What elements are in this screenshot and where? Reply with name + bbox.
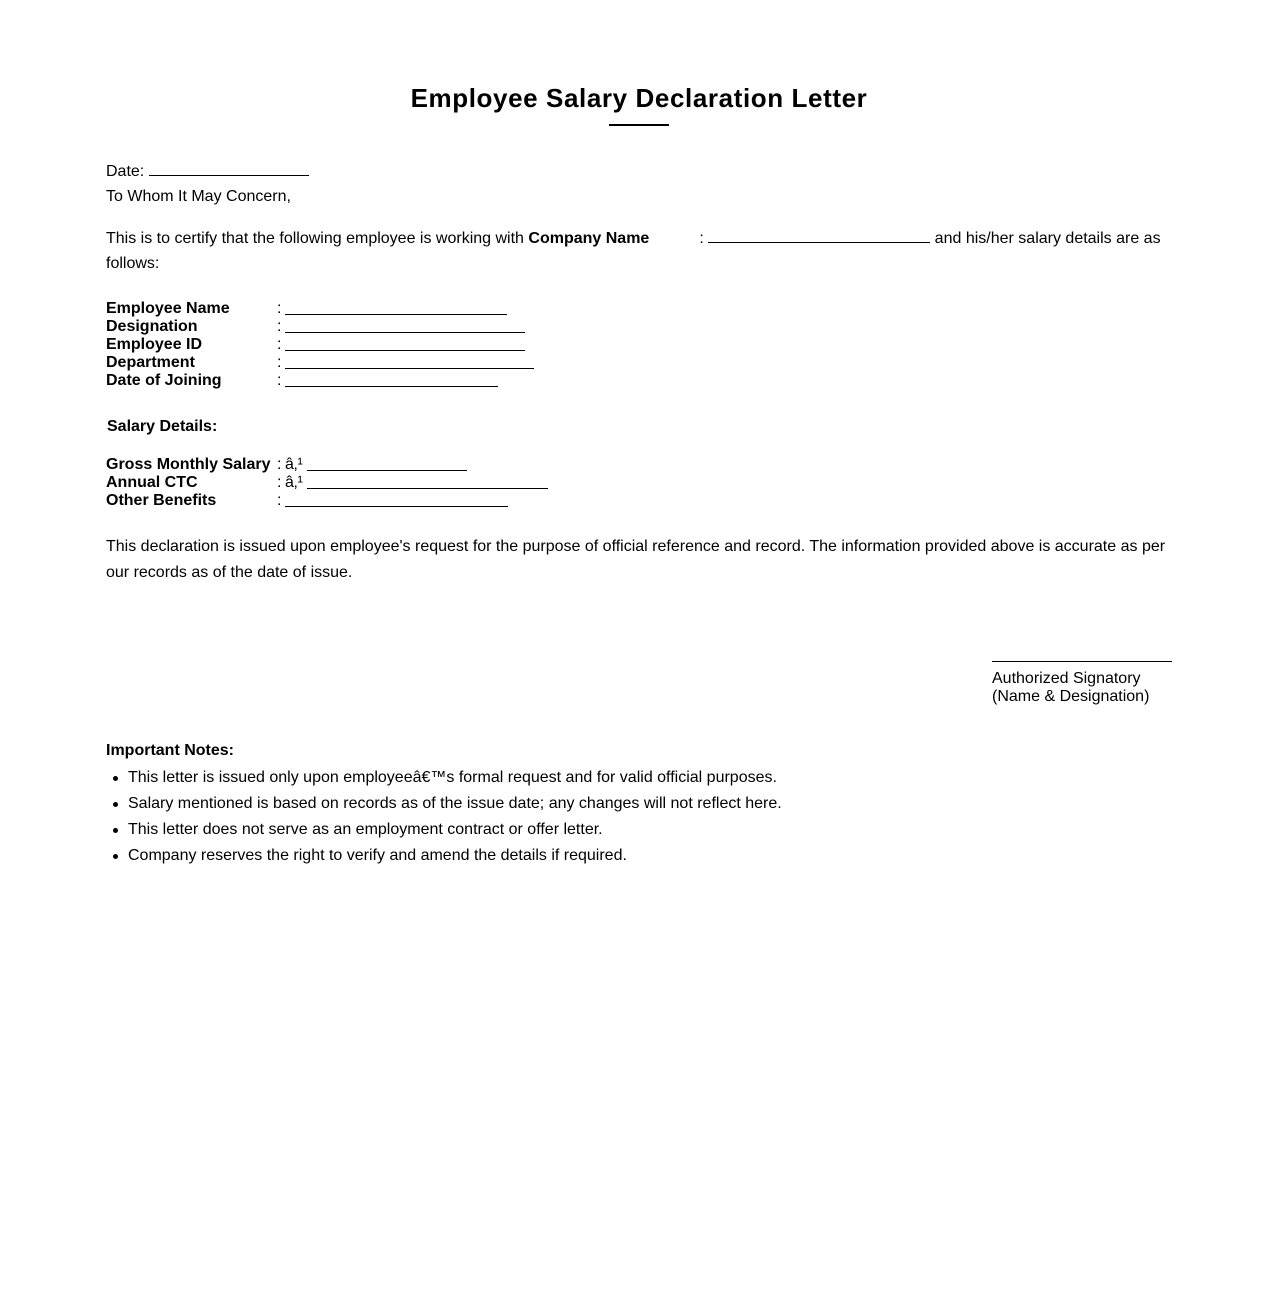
field-gross-monthly-salary (106, 456, 566, 474)
field-colon: : (277, 354, 282, 371)
signatory-title: Authorized Signatory (992, 670, 1141, 687)
salary-details-heading: Salary Details: (107, 418, 218, 435)
employee-name-blank[interactable] (285, 300, 507, 315)
intro-before: This is to certify that the following employee is working with (106, 230, 529, 247)
list-item (106, 791, 782, 817)
field-label: Other Benefits (106, 492, 217, 509)
field-date-of-joining (106, 372, 546, 390)
important-notes-heading: Important Notes: (106, 742, 234, 759)
field-designation (106, 318, 546, 336)
company-colon: : (699, 230, 704, 247)
bullet-icon (113, 828, 118, 833)
list-item (106, 843, 782, 869)
note-text: This letter does not serve as an employment contract or offer letter. (128, 821, 603, 838)
note-text: This letter is issued only upon employeeâ€™s formal request and for valid official purposes. (128, 769, 777, 786)
field-colon: : (277, 318, 282, 335)
signatory-subtitle: (Name & Designation) (992, 688, 1150, 705)
note-text: Company reserves the right to verify and amend the details if required. (128, 847, 627, 864)
employee-id-blank[interactable] (285, 336, 525, 351)
bullet-icon (113, 776, 118, 781)
field-label: Designation (106, 318, 198, 335)
date-line (106, 161, 309, 182)
field-department (106, 354, 546, 372)
note-text: Salary mentioned is based on records as of the issue date; any changes will not reflect here. (128, 795, 782, 812)
field-label: Department (106, 354, 195, 371)
field-employee-id (106, 336, 546, 354)
intro-continuation: follows: (106, 255, 160, 272)
bullet-icon (113, 854, 118, 859)
field-colon: : (277, 492, 282, 509)
field-label: Annual CTC (106, 474, 198, 491)
intro-after: and his/her salary details are as (930, 230, 1161, 247)
annual-ctc-blank[interactable] (307, 474, 548, 489)
date-label: Date: (106, 163, 145, 180)
field-other-benefits (106, 492, 566, 510)
document-title: Employee Salary Declaration Letter (410, 83, 868, 113)
company-name-label: Company Name (528, 230, 650, 247)
field-colon: : (277, 300, 282, 317)
important-notes-list (106, 765, 782, 869)
field-employee-name (106, 300, 546, 318)
bullet-icon (113, 802, 118, 807)
company-name-blank[interactable] (708, 228, 930, 243)
declaration-line-2: our records as of the date of issue. (106, 564, 353, 581)
other-benefits-blank[interactable] (285, 492, 508, 507)
field-colon: : (277, 474, 282, 491)
department-blank[interactable] (285, 354, 534, 369)
declaration-line-1: This declaration is issued upon employee's request for the purpose of official reference and record. The information provided above is accurate as per (106, 538, 1166, 555)
rupee-symbol: â‚¹ (285, 474, 303, 491)
field-colon: : (277, 336, 282, 353)
date-blank[interactable] (149, 161, 309, 176)
gross-monthly-salary-blank[interactable] (307, 456, 467, 471)
list-item (106, 765, 782, 791)
field-colon: : (277, 456, 282, 473)
designation-blank[interactable] (285, 318, 525, 333)
field-colon: : (277, 372, 282, 389)
rupee-symbol: â‚¹ (285, 456, 303, 473)
list-item (106, 817, 782, 843)
date-of-joining-blank[interactable] (285, 372, 498, 387)
signature-line (992, 661, 1172, 662)
field-annual-ctc (106, 474, 566, 492)
intro-line (106, 228, 1172, 249)
field-label: Employee Name (106, 300, 230, 317)
salutation: To Whom It May Concern, (106, 188, 291, 205)
field-label: Date of Joining (106, 372, 222, 389)
field-label: Employee ID (106, 336, 203, 353)
field-label: Gross Monthly Salary (106, 456, 271, 473)
title-underline (609, 124, 669, 126)
